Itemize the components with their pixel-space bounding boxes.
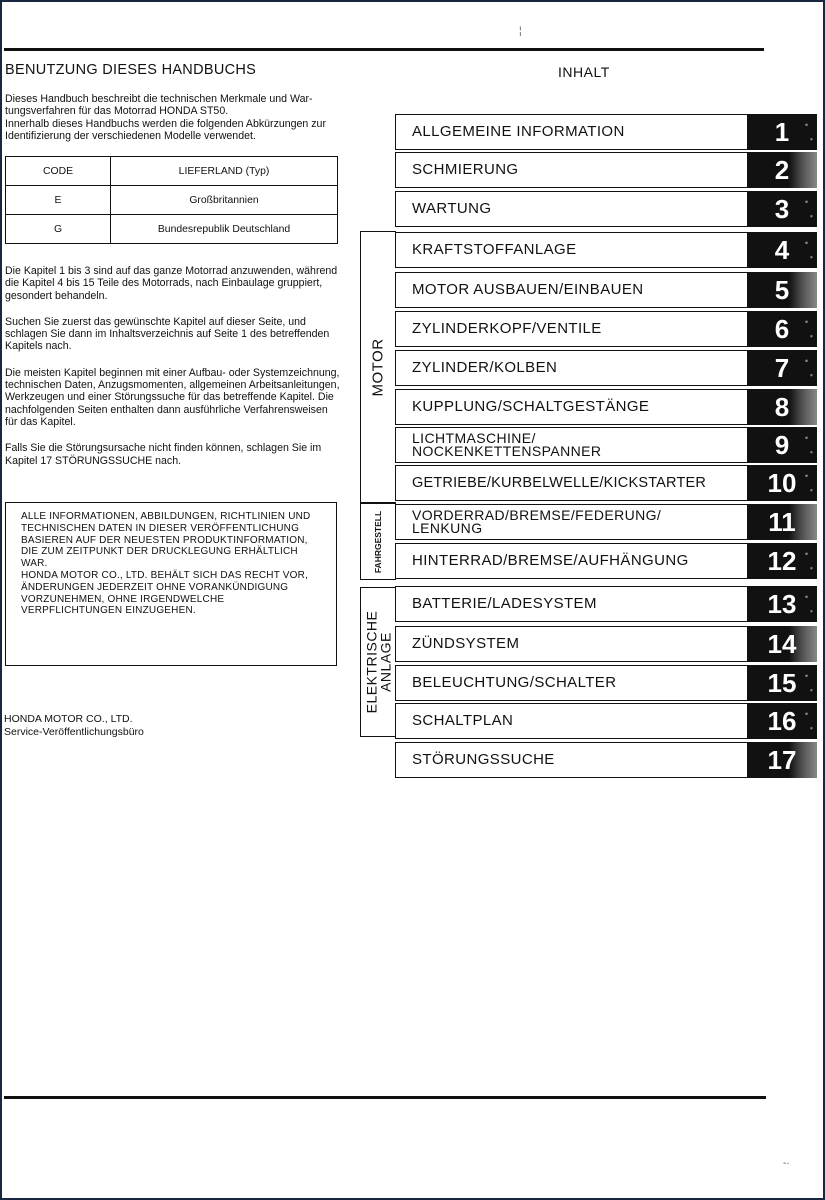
group-label: FAHRGESTELL [373, 510, 384, 573]
chapter-label: SCHMIERUNG [412, 161, 519, 178]
table-cell: G [6, 215, 111, 244]
disclaimer-text [21, 511, 326, 617]
chapter-entry[interactable] [395, 504, 747, 540]
chapter-label: SCHALTPLAN [412, 712, 514, 729]
table-header-row [6, 157, 338, 186]
intro-paragraph: Dieses Handbuch beschreibt die technischen Merkmale und War-tungsverfahren für das Motorrad HONDA ST50. [5, 93, 313, 118]
group-bracket-motor [360, 231, 396, 503]
disclaimer-paragraph: HONDA MOTOR CO., LTD. BEHÄLT SICH DAS RECHT VOR, ÄNDERUNGEN JEDERZEIT OHNE VORANKÜNDIGUNG VORZUNEHMEN, OHNE IRGENDWELCHE VERPFLICHTUNGEN EINZUGEHEN. [21, 569, 309, 617]
chapter-entry[interactable] [395, 272, 747, 308]
chapter-label: MOTOR AUSBAUEN/EINBAUEN [412, 281, 644, 298]
usage-paragraph: Die Kapitel 1 bis 3 sind auf das ganze Motorrad anzuwenden, während die Kapitel 4 bis 15 Teile des Motorrads, nach Einbaulage gruppiert, gesondert behandeln. [5, 265, 338, 302]
chapter-number-tab[interactable]: 3 [747, 191, 817, 227]
chapter-number-tab[interactable]: 5 [747, 272, 817, 308]
chapter-label: HINTERRAD/BREMSE/AUFHÄNGUNG [412, 552, 689, 569]
table-row [6, 215, 338, 244]
chapter-entry[interactable] [395, 626, 747, 662]
chapter-entry[interactable] [395, 232, 747, 268]
chapter-number-tab[interactable]: 17 [747, 742, 817, 778]
group-bracket-chassis [360, 503, 396, 580]
usage-paragraph: Suchen Sie zuerst das gewünschte Kapitel auf dieser Seite, und schlagen Sie dann im Inhaltsverzeichnis auf Seite 1 des betreffenden Kapitels nach. [5, 315, 330, 353]
group-bracket-electrical [360, 587, 396, 737]
usage-text [5, 265, 341, 481]
chapter-entry[interactable] [395, 350, 747, 386]
disclaimer-box [5, 502, 337, 666]
table-row [6, 186, 338, 215]
chapter-label: BATTERIE/LADESYSTEM [412, 595, 597, 612]
chapter-number-tab[interactable]: 9 [747, 427, 817, 463]
bottom-rule [4, 1096, 766, 1099]
table-header-cell: CODE [6, 157, 111, 186]
chapter-number-tab[interactable]: 13 [747, 586, 817, 622]
chapter-entry[interactable] [395, 543, 747, 579]
chapter-entry[interactable] [395, 191, 747, 227]
chapter-number-tab[interactable]: 16 [747, 703, 817, 739]
chapter-number-tab[interactable]: 6 [747, 311, 817, 347]
scan-speck: ¦ [519, 26, 522, 37]
chapter-label: LICHTMASCHINE/ NOCKENKETTENSPANNER [412, 430, 602, 459]
publisher [4, 713, 144, 739]
chapter-entry[interactable] [395, 465, 747, 501]
chapter-number-tab[interactable]: 15 [747, 665, 817, 701]
table-cell: Großbritannien [111, 186, 338, 215]
section-title: BENUTZUNG DIESES HANDBUCHS [5, 62, 257, 78]
chapter-label: ZYLINDERKOPF/VENTILE [412, 320, 602, 337]
group-label: ELEKTRISCHE ANLAGE [363, 610, 394, 714]
disclaimer-paragraph: ALLE INFORMATIONEN, ABBILDUNGEN, RICHTLINIEN UND TECHNISCHEN DATEN IN DIESER VERÖFFENTLICHUNG BASIEREN AUF DER NEUESTEN PRODUKTINFORMATION, DIE ZUM ZEITPUNKT DER DRUCKLEGUNG ERHÄLTLICH WAR. [21, 511, 311, 570]
usage-paragraph: Die meisten Kapitel beginnen mit einer Aufbau- oder Systemzeichnung, technischen Daten, Anzugsmomenten, allgemeinen Arbeitsanleitungen, Werkzeugen und einer Störungssuche für das betreffende Kapitel. Die nachfolgenden Seiten enthalten dann ausführliche Verfahrensweisen für das Kapitel. [5, 366, 340, 428]
chapter-label: KRAFTSTOFFANLAGE [412, 241, 577, 258]
chapter-entry[interactable] [395, 114, 747, 150]
chapter-entry[interactable] [395, 703, 747, 739]
chapter-label: KUPPLUNG/SCHALTGESTÄNGE [412, 398, 650, 415]
chapter-number-tab[interactable]: 1 [747, 114, 817, 150]
company-name: HONDA MOTOR CO., LTD. [4, 713, 133, 725]
chapter-entry[interactable] [395, 665, 747, 701]
scan-speck: -· [783, 1158, 790, 1169]
chapter-entry[interactable] [395, 389, 747, 425]
chapter-entry[interactable] [395, 311, 747, 347]
top-rule [4, 48, 764, 51]
chapter-number-tab[interactable]: 11 [747, 504, 817, 540]
chapter-number-tab[interactable]: 7 [747, 350, 817, 386]
chapter-number-tab[interactable]: 12 [747, 543, 817, 579]
chapter-label: ZÜNDSYSTEM [412, 635, 520, 652]
intro-text [5, 93, 341, 142]
model-code-table [5, 156, 338, 244]
table-cell: Bundesrepublik Deutschland [111, 215, 338, 244]
chapter-entry[interactable] [395, 152, 747, 188]
chapter-number-tab[interactable]: 8 [747, 389, 817, 425]
chapter-number-tab[interactable]: 2 [747, 152, 817, 188]
intro-paragraph: Innerhalb dieses Handbuchs werden die folgenden Abkürzungen zur Identifizierung der verschiedenen Modelle verwendet. [5, 117, 326, 142]
chapter-label: STÖRUNGSSUCHE [412, 751, 555, 768]
chapter-label: ALLGEMEINE INFORMATION [412, 123, 625, 140]
chapter-label: WARTUNG [412, 200, 492, 217]
department-name: Service-Veröffentlichungsbüro [4, 726, 144, 738]
chapter-entry[interactable] [395, 742, 747, 778]
group-label: MOTOR [370, 337, 387, 397]
chapter-number-tab[interactable]: 14 [747, 626, 817, 662]
chapter-number-tab[interactable]: 4 [747, 232, 817, 268]
chapter-number-tab[interactable]: 10 [747, 465, 817, 501]
chapter-label: VORDERRAD/BREMSE/FEDERUNG/ LENKUNG [412, 507, 662, 536]
chapter-label: ZYLINDER/KOLBEN [412, 359, 558, 376]
table-cell: E [6, 186, 111, 215]
chapter-label: GETRIEBE/KURBELWELLE/KICKSTARTER [412, 475, 707, 491]
chapter-entry[interactable] [395, 586, 747, 622]
chapter-entry[interactable] [395, 427, 747, 463]
usage-paragraph: Falls Sie die Störungsursache nicht finden können, schlagen Sie im Kapitel 17 STÖRUNGSSUCHE nach. [5, 442, 322, 467]
table-header-cell: LIEFERLAND (Typ) [111, 157, 338, 186]
toc-title: INHALT [558, 64, 610, 80]
chapter-label: BELEUCHTUNG/SCHALTER [412, 674, 617, 691]
